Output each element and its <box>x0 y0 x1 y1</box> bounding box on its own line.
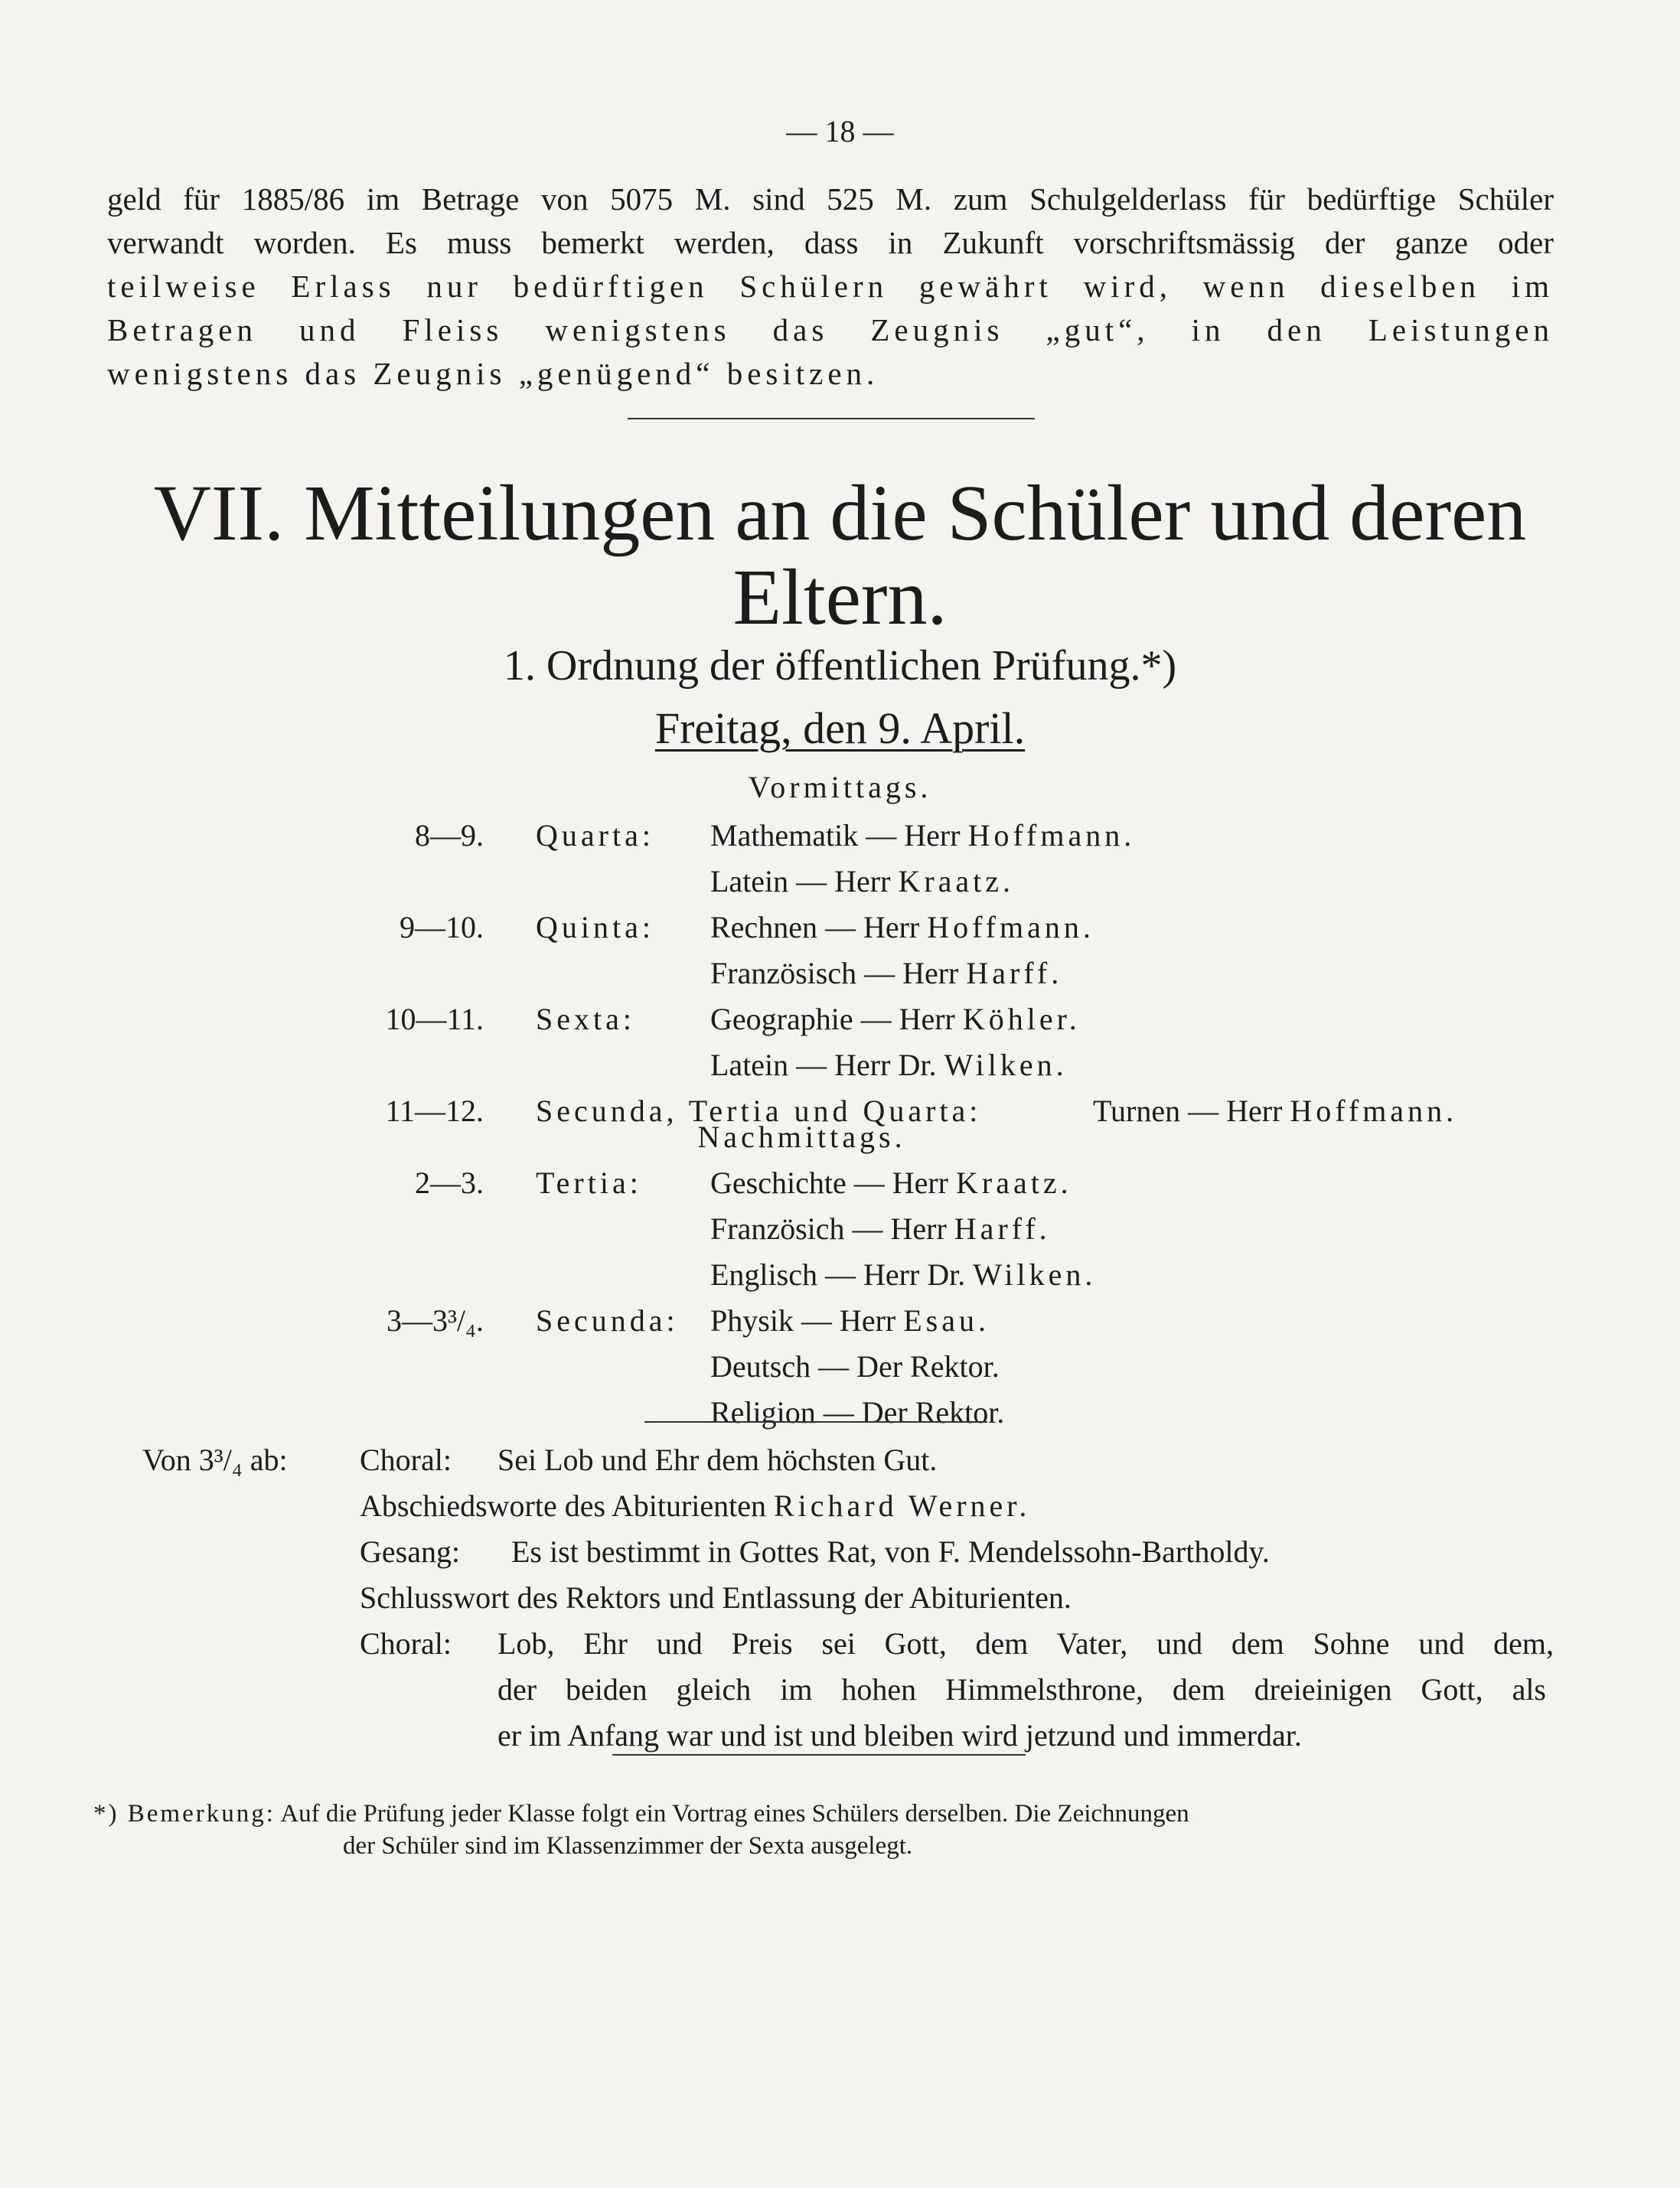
schedule-class: Sexta: <box>536 1002 635 1036</box>
intro-line: geld für 1885/86 im Betrage von 5075 M. sind 525 M. zum Schulgelderlass für bedürftige Schüler <box>107 181 1554 217</box>
schedule-subject: Mathematik — Herr Hoffmann. <box>710 818 1136 853</box>
page-number: — 18 — <box>786 114 894 148</box>
program-text: Lob, Ehr und Preis sei Gott, dem Vater, und dem Sohne und dem, <box>497 1626 1554 1661</box>
schedule-subject: Geographie — Herr Köhler. <box>710 1002 1081 1036</box>
separator-rule <box>628 418 1035 419</box>
footnote: *) Bemerkung: Auf die Prüfung jeder Klasse folgt ein Vortrag eines Schülers derselben. Die Zeichnungen <box>93 1800 1189 1828</box>
footnote-rule <box>612 1754 1026 1756</box>
schedule-time: 9—10. <box>400 910 484 944</box>
section-title: VII. Mitteilungen an die Schüler und deren <box>153 469 1527 557</box>
schedule-subject: Religion — Der Rektor. <box>710 1395 1005 1430</box>
afternoon-heading: Nachmittags. <box>697 1120 906 1154</box>
schedule-subject: Turnen — Herr Hoffmann. <box>1093 1094 1458 1128</box>
footnote-continued: der Schüler sind im Klassenzimmer der Sexta ausgelegt. <box>343 1832 913 1860</box>
program-text: Abschiedsworte des Abiturienten Richard Werner. <box>360 1489 1031 1523</box>
schedule-time: 10—11. <box>385 1002 484 1036</box>
schedule-subject: Physik — Herr Esau. <box>710 1303 990 1338</box>
program-label: Choral: <box>360 1626 452 1661</box>
schedule-subject: Latein — Herr Dr. Wilken. <box>710 1048 1068 1082</box>
intro-paragraph <box>107 178 1554 396</box>
program-label: Choral: <box>360 1443 452 1477</box>
schedule-time: 11—12. <box>385 1094 484 1128</box>
schedule-subject: Französich — Herr Harff. <box>710 1211 1051 1246</box>
day-heading: Freitag, den 9. April. <box>654 703 1026 753</box>
program-text-continued: er im Anfang war und ist und bleiben wird jetzund und immerdar. <box>497 1718 1302 1753</box>
intro-line: teilweise Erlass nur bedürftigen Schülern gewährt wird, wenn dieselben im <box>107 269 1554 304</box>
schedule-subject: Deutsch — Der Rektor. <box>710 1349 1000 1384</box>
schedule-subject: Französisch — Herr Harff. <box>710 956 1063 990</box>
schedule-subject: Rechnen — Herr Hoffmann. <box>710 910 1094 944</box>
separator-rule <box>644 1421 987 1423</box>
intro-line: wenigstens das Zeugnis „genügend“ besitzen. <box>107 356 879 391</box>
program-text-continued: der beiden gleich im hohen Himmelsthrone, dem dreieinigen Gott, als <box>497 1672 1546 1707</box>
section-title-continued: Eltern. <box>732 553 948 641</box>
program-text: Schlusswort des Rektors und Entlassung der Abiturienten. <box>360 1580 1072 1615</box>
schedule-subject: Geschichte — Herr Kraatz. <box>710 1166 1072 1200</box>
schedule-class: Secunda, Tertia und Quarta: <box>536 1094 982 1128</box>
schedule-class: Secunda: <box>536 1303 679 1338</box>
schedule-time: 2—3. <box>415 1166 484 1200</box>
schedule-time: 3—3³/₄. <box>386 1303 484 1338</box>
schedule-class: Quinta: <box>536 910 654 944</box>
schedule-time: 8—9. <box>415 818 484 853</box>
morning-heading: Vormittags. <box>748 770 932 804</box>
program-start-label: Von 3³/₄ ab: <box>142 1443 288 1477</box>
program-text: Sei Lob und Ehr dem höchsten Gut. <box>497 1443 938 1477</box>
schedule-subject: Englisch — Herr Dr. Wilken. <box>710 1257 1097 1292</box>
schedule-class: Tertia: <box>536 1166 642 1200</box>
intro-line: verwandt worden. Es muss bemerkt werden, dass in Zukunft vorschriftsmässig der ganze oder <box>107 225 1554 260</box>
schedule-subject: Latein — Herr Kraatz. <box>710 864 1015 898</box>
program-label: Gesang: <box>360 1534 461 1569</box>
subsection-title: 1. Ordnung der öffentlichen Prüfung.*) <box>503 642 1177 690</box>
intro-line: Betragen und Fleiss wenigstens das Zeugnis „gut“, in den Leistungen <box>107 312 1554 347</box>
program-text: Es ist bestimmt in Gottes Rat, von F. Mendelssohn-Bartholdy. <box>511 1534 1270 1569</box>
schedule-class: Quarta: <box>536 818 654 853</box>
